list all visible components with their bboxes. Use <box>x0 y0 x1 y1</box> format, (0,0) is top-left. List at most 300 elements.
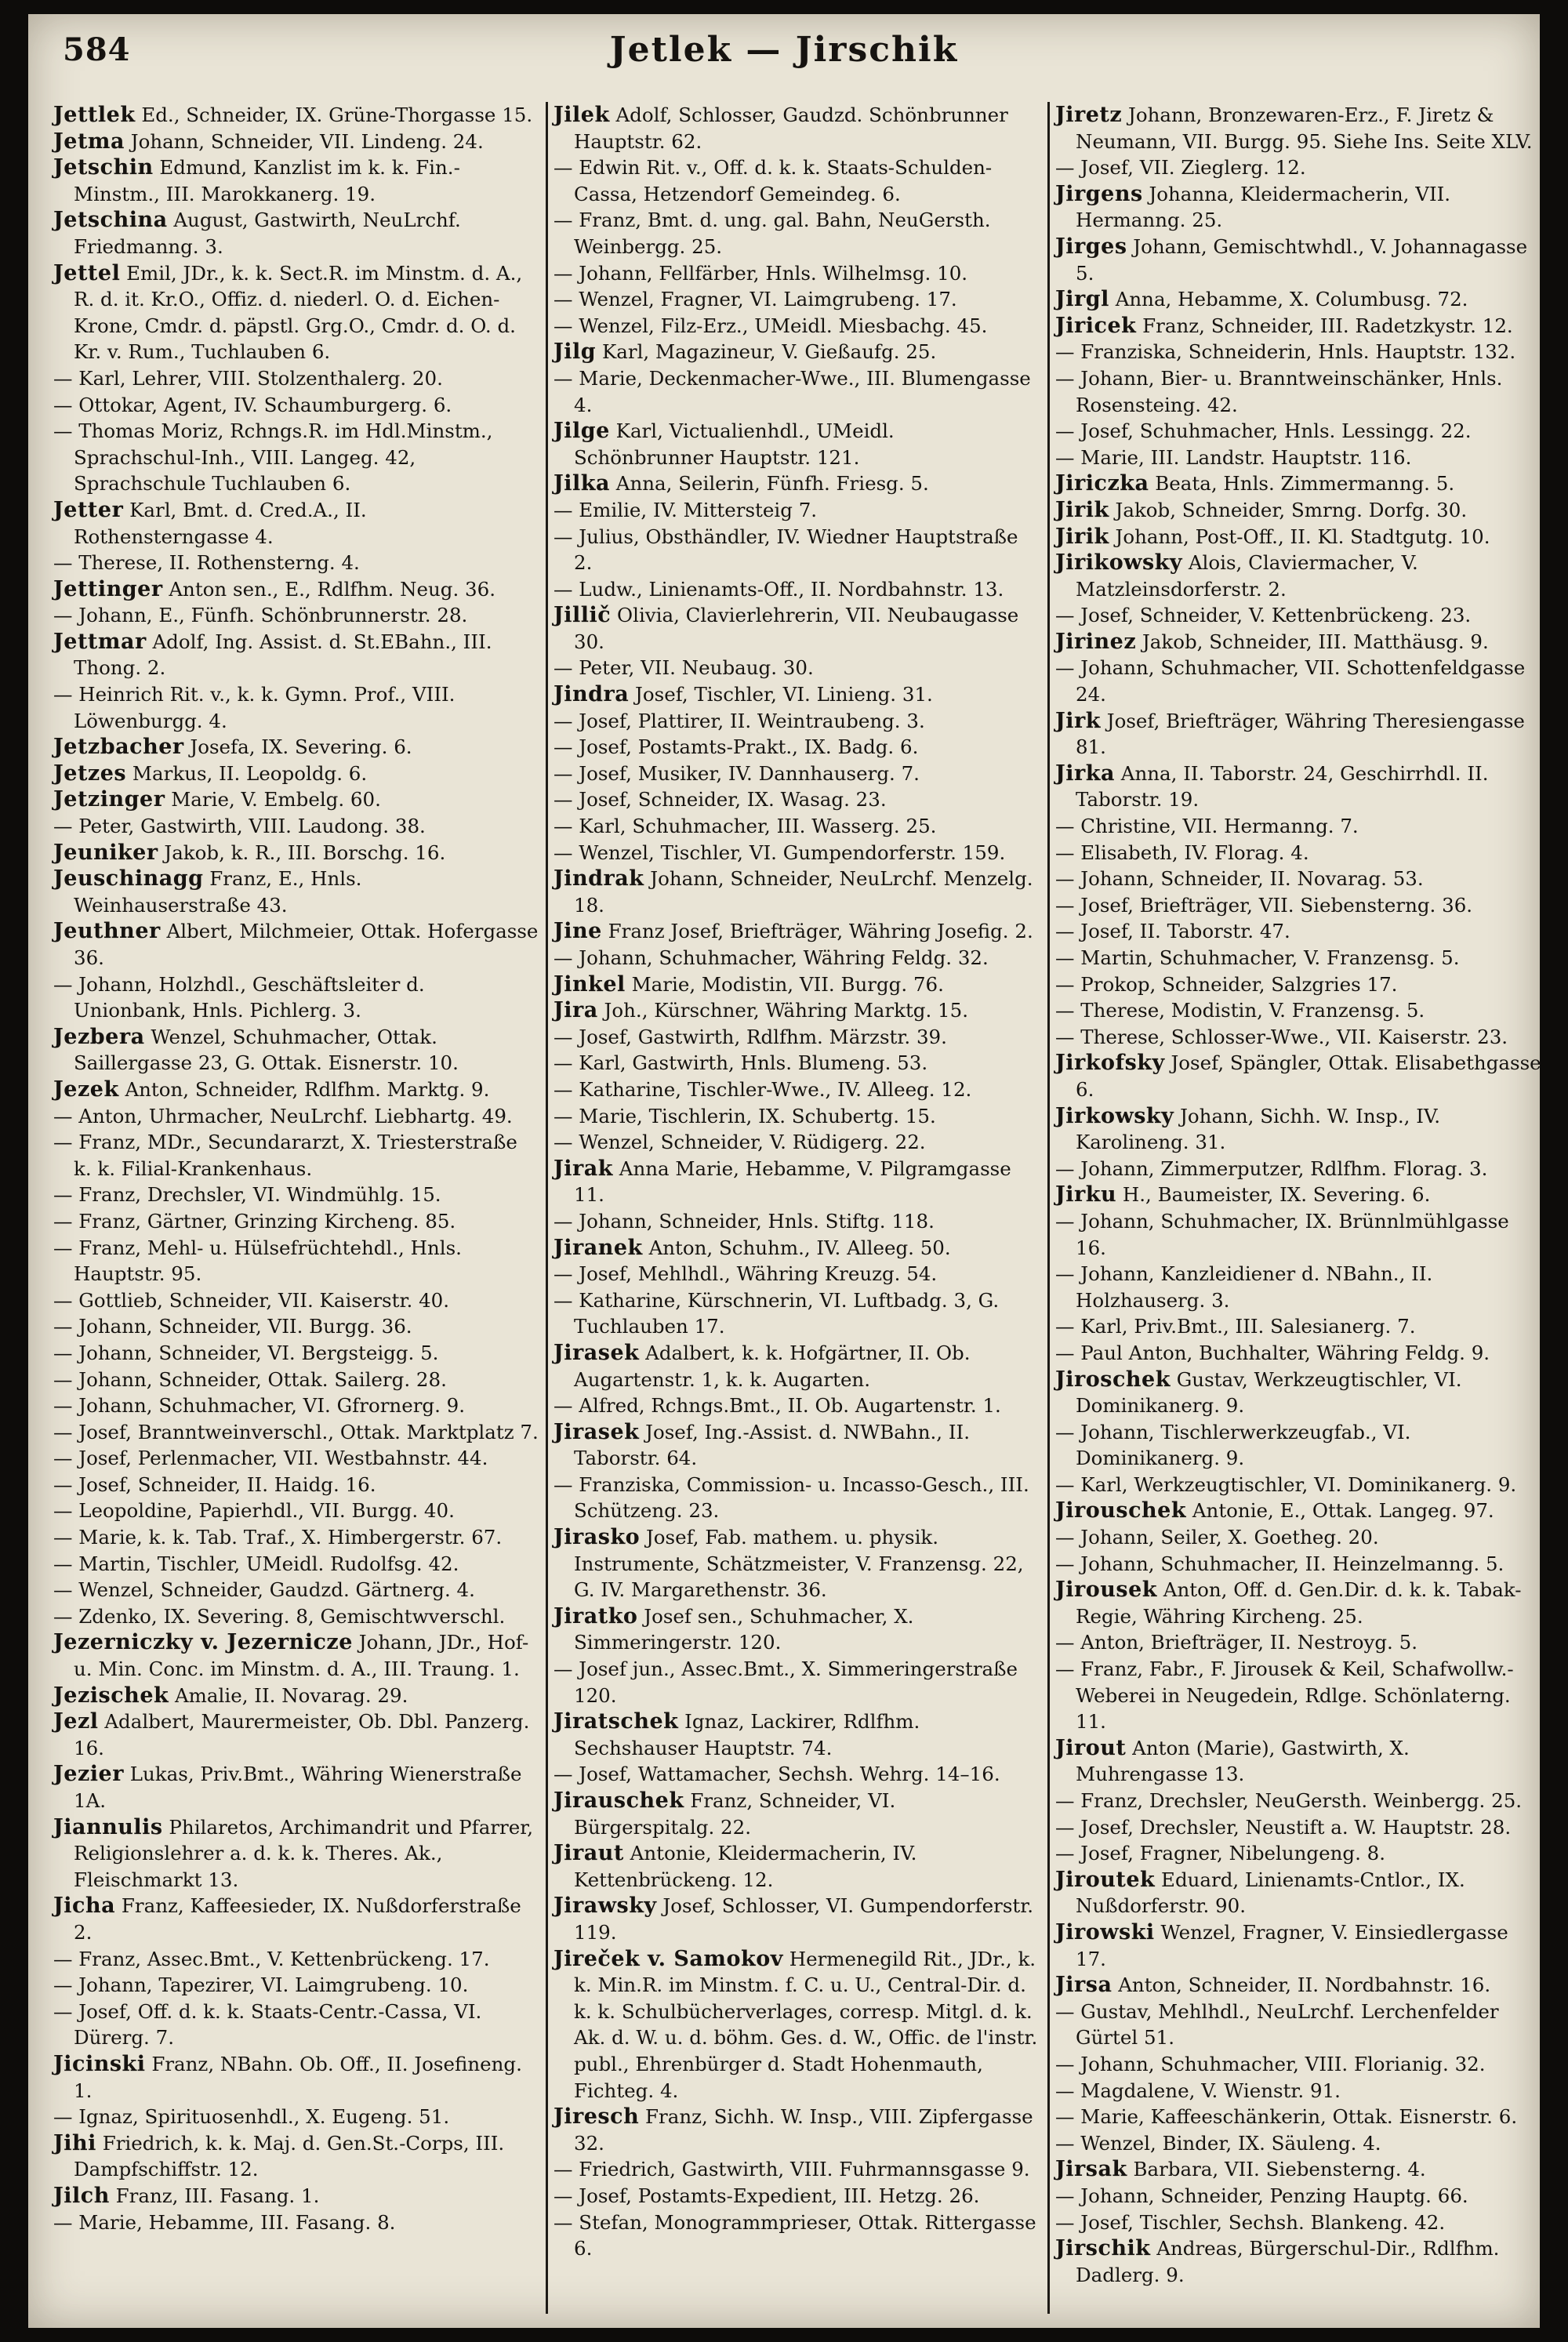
directory-entry <box>1055 1656 1541 1735</box>
directory-entry <box>554 313 1040 339</box>
entry-details: Franz, Schneider, VI. Bürgerspitalg. 22. <box>574 1789 902 1839</box>
entry-details: Friedrich, k. k. Maj. d. Gen.St.-Corps, III. Dampfschiffstr. 12. <box>74 2131 511 2181</box>
entry-details: — Katharine, Kürschnerin, VI. Luftbadg. 3, G. Tuchlauben 17. <box>554 1288 1005 1338</box>
directory-entry <box>53 1551 539 1578</box>
directory-entry <box>53 102 539 129</box>
directory-entry <box>554 286 1040 313</box>
entry-surname: Jirik <box>1055 524 1109 549</box>
entry-details: Karl, Victualienhdl., UMeidl. Schönbrunner Hauptstr. 121. <box>574 419 901 469</box>
entry-details: — Gustav, Mehlhdl., NeuLrchf. Lerchenfelder Gürtel 51. <box>1055 1999 1505 2050</box>
entry-details: — Josef, II. Taborstr. 47. <box>1055 920 1290 943</box>
directory-entry <box>1055 1182 1541 1208</box>
entry-surname: Jihi <box>53 2130 96 2155</box>
entry-details: — Emilie, IV. Mittersteig 7. <box>554 498 818 521</box>
directory-entry <box>1055 1735 1541 1788</box>
directory-entry <box>1055 1498 1541 1524</box>
directory-entry <box>1055 1999 1541 2051</box>
directory-entry <box>53 154 539 207</box>
directory-entry <box>1055 418 1541 445</box>
entry-details: — Paul Anton, Buchhalter, Währing Feldg. 9. <box>1055 1341 1490 1364</box>
entry-details: — Josef, Schuhmacher, Hnls. Lessingg. 22. <box>1055 419 1472 443</box>
directory-entry <box>53 1999 539 2051</box>
entry-surname: Jetzbacher <box>53 735 184 760</box>
directory-entry <box>53 1972 539 1999</box>
directory-entry <box>554 2156 1040 2183</box>
entry-details: — Franz, Drechsler, NeuGersth. Weinbergg. 25. <box>1055 1789 1523 1812</box>
directory-entry <box>53 2130 539 2183</box>
directory-entry <box>554 602 1040 655</box>
directory-entry <box>1055 154 1541 181</box>
directory-entry <box>1055 2235 1541 2288</box>
directory-entry <box>1055 1814 1541 1841</box>
directory-entry <box>53 207 539 260</box>
directory-entry <box>53 761 539 787</box>
entry-surname: Jirk <box>1055 708 1101 733</box>
directory-entry <box>53 1367 539 1393</box>
entry-surname: Jeuschinagg <box>53 866 204 891</box>
directory-entry <box>1055 497 1541 524</box>
entry-details: — Josef, Postamts-Prakt., IX. Badg. 6. <box>554 735 919 759</box>
directory-entry <box>53 1077 539 1103</box>
directory-entry <box>554 524 1040 576</box>
entry-details: — Wenzel, Fragner, VI. Laimgrubeng. 17. <box>554 288 957 311</box>
directory-entry <box>1055 181 1541 234</box>
directory-entry <box>1055 445 1541 471</box>
entry-surname: Jiresch <box>554 2104 640 2130</box>
directory-entry <box>554 1761 1040 1788</box>
entry-details: Josef, Fab. mathem. u. physik. Instrumente, Schätzmeister, V. Franzensg. 22, G. IV. Margarethenstr. 36. <box>574 1526 1030 1602</box>
entry-details: Jakob, k. R., III. Borschg. 16. <box>158 841 446 864</box>
entry-details: — Franz, Fabr., F. Jirousek & Keil, Schafwollw.-Weberei in Neugedein, Rdlge. Schönlaterng. 11. <box>1055 1658 1517 1734</box>
directory-entry <box>53 550 539 576</box>
entry-details: — Franz, Gärtner, Grinzing Kircheng. 85. <box>53 1209 456 1233</box>
entry-details: Andreas, Bürgerschul-Dir., Rdlfhm. Dadlerg. 9. <box>1076 2237 1506 2286</box>
entry-details: — Josef, Off. d. k. k. Staats-Centr.-Cassa, VI. Dürerg. 7. <box>53 1999 488 2050</box>
entry-details: Adolf, Schlosser, Gaudzd. Schönbrunner Hauptstr. 62. <box>574 103 1014 153</box>
directory-entry <box>53 497 539 550</box>
entry-surname: Jirauschek <box>554 1788 684 1813</box>
entry-details: Anton (Marie), Gastwirth, X. Muhrengasse 13. <box>1076 1736 1416 1786</box>
entry-details: Josef, Spängler, Ottak. Elisabethgasse 6. <box>1076 1051 1548 1101</box>
directory-entry <box>554 2209 1043 2262</box>
entry-details: Adolf, Ing. Assist. d. St.EBahn., III. Thong. 2. <box>74 630 499 680</box>
entry-details: — Johann, Schuhmacher, II. Heinzelmanng. 5. <box>1055 1552 1504 1575</box>
entry-details: — Franz, Assec.Bmt., V. Kettenbrückeng. 17. <box>53 1947 490 1970</box>
directory-entry <box>53 1287 539 1314</box>
entry-surname: Jezbera <box>53 1024 145 1049</box>
entry-surname: Jicha <box>53 1894 116 1919</box>
entry-details: — Johann, Schneider, Ottak. Sailerg. 28. <box>53 1367 447 1391</box>
directory-entry <box>53 786 539 813</box>
directory-entry <box>53 576 539 603</box>
entry-surname: Jirgl <box>1055 287 1109 312</box>
directory-entry <box>1055 1367 1541 1419</box>
directory-entry <box>53 1024 539 1077</box>
directory-entry <box>53 1313 539 1340</box>
directory-entry <box>554 1050 1040 1077</box>
directory-entry <box>53 1472 539 1498</box>
directory-entry <box>53 2051 539 2104</box>
entry-surname: Jiroschek <box>1055 1367 1171 1392</box>
directory-entry <box>554 2104 1040 2156</box>
entry-details: — Johann, Schneider, VII. Burgg. 36. <box>53 1315 412 1338</box>
entry-details: Beata, Hnls. Zimmermanng. 5. <box>1149 472 1455 496</box>
directory-entry <box>1055 997 1541 1024</box>
entry-details: — Franziska, Commission- u. Incasso-Gesch., III. Schützeng. 23. <box>554 1472 1036 1523</box>
entry-details: — Prokop, Schneider, Salzgries 17. <box>1055 972 1398 996</box>
directory-entry <box>554 971 1040 998</box>
directory-entry <box>1055 2183 1541 2209</box>
entry-surname: Jilek <box>554 103 610 127</box>
entry-details: — Johann, Schneider, Penzing Hauptg. 66. <box>1055 2184 1468 2207</box>
directory-entry <box>53 918 545 971</box>
entry-details: — Josef, Schneider, II. Haidg. 16. <box>53 1472 376 1496</box>
entry-details: — Josef, Plattirer, II. Weintraubeng. 3. <box>554 709 925 732</box>
entry-surname: Jireček v. Samokov <box>554 1946 783 1971</box>
directory-entry <box>53 840 539 866</box>
directory-entry <box>554 1419 1040 1472</box>
directory-entry <box>1055 1629 1541 1656</box>
directory-entry <box>554 2183 1040 2209</box>
entry-details: Franz, Schneider, III. Radetzkystr. 12. <box>1136 314 1513 337</box>
entry-details: — Johann, Schuhmacher, IX. Brünnlmühlgasse 16. <box>1055 1209 1515 1259</box>
entry-surname: Jetschin <box>53 155 154 180</box>
entry-details: — Johann, Schuhmacher, VII. Schottenfeldgasse 24. <box>1055 656 1532 706</box>
entry-surname: Jilka <box>554 471 610 496</box>
directory-entry <box>1055 2104 1541 2130</box>
entry-details: Josef sen., Schuhmacher, X. Simmeringerstr. 120. <box>574 1604 920 1654</box>
directory-entry <box>53 260 539 365</box>
entry-details: Wenzel, Schuhmacher, Ottak. Saillergasse 23, G. Ottak. Eisnerstr. 10. <box>74 1025 459 1075</box>
directory-entry <box>53 1419 539 1446</box>
entry-details: — Martin, Schuhmacher, V. Franzensg. 5. <box>1055 946 1460 969</box>
entry-surname: Jirku <box>1055 1182 1117 1207</box>
directory-entry <box>554 1156 1040 1208</box>
directory-entry <box>554 102 1040 154</box>
directory-entry <box>554 1103 1040 1130</box>
directory-entry <box>1055 1103 1541 1156</box>
directory-entry <box>1055 1919 1541 1972</box>
directory-entry <box>53 2209 539 2236</box>
directory-entry <box>53 1235 539 1287</box>
entry-details: — Johann, Holzhdl., Geschäftsleiter d. Unionbank, Hnls. Pichlerg. 3. <box>53 972 431 1022</box>
entry-surname: Jirikowsky <box>1055 550 1183 576</box>
entry-details: — Anton, Briefträger, II. Nestroyg. 5. <box>1055 1631 1417 1654</box>
entry-details: — Josef, Briefträger, VII. Siebensterng. 36. <box>1055 893 1473 917</box>
entry-details: — Ignaz, Spirituosenhdl., X. Eugeng. 51. <box>53 2105 450 2129</box>
column-left <box>53 102 545 2314</box>
entry-details: — Leopoldine, Papierhdl., VII. Burgg. 40. <box>53 1499 455 1523</box>
directory-entry <box>53 1629 539 1682</box>
entry-details: Amalie, II. Novarag. 29. <box>169 1683 408 1707</box>
entry-details: — Karl, Werkzeugtischler, VI. Dominikanerg. 9. <box>1055 1472 1517 1496</box>
entry-details: Franz, NBahn. Ob. Off., II. Josefineng. 1. <box>74 2052 528 2102</box>
entry-surname: Jirkowsky <box>1055 1103 1174 1128</box>
entry-details: — Therese, Schlosser-Wwe., VII. Kaiserstr. 23. <box>1055 1025 1508 1048</box>
directory-entry <box>1055 339 1541 365</box>
entry-details: Jakob, Schneider, III. Matthäusg. 9. <box>1136 630 1489 653</box>
entry-surname: Jirka <box>1055 761 1115 786</box>
entry-details: — Heinrich Rit. v., k. k. Gymn. Prof., VIII. Löwenburgg. 4. <box>53 683 462 732</box>
directory-entry <box>1055 1577 1541 1629</box>
entry-details: — Wenzel, Schneider, Gaudzd. Gärtnerg. 4. <box>53 1578 475 1602</box>
directory-entry <box>554 681 1040 708</box>
entry-details: — Magdalene, V. Wienstr. 91. <box>1055 2079 1341 2102</box>
entry-details: — Wenzel, Tischler, VI. Gumpendorferstr. 159. <box>554 841 1006 864</box>
directory-entry <box>554 1235 1040 1262</box>
entry-details: — Josef, Branntweinverschl., Ottak. Marktplatz 7. <box>53 1420 539 1443</box>
entry-details: Josef, Tischler, VI. Linieng. 31. <box>629 683 933 706</box>
entry-surname: Jettmar <box>53 629 147 654</box>
entry-details: Anton, Schuhm., IV. Alleeg. 50. <box>642 1236 951 1259</box>
entry-surname: Jirout <box>1055 1735 1127 1760</box>
entry-details: Anton, Schneider, II. Nordbahnstr. 16. <box>1112 1973 1491 1997</box>
directory-entry <box>554 1656 1040 1708</box>
column-divider <box>1047 102 1050 2314</box>
entry-surname: Jiannulis <box>53 1814 163 1839</box>
entry-details: — Josef, Gastwirth, Rdlfhm. Märzstr. 39. <box>554 1025 947 1048</box>
entry-details: Jakob, Schneider, Smrng. Dorfg. 30. <box>1109 498 1468 521</box>
directory-entry <box>554 497 1040 524</box>
directory-entry <box>554 365 1040 418</box>
directory-entry <box>554 1024 1040 1051</box>
entry-details: — Therese, II. Rothensterng. 4. <box>53 551 360 575</box>
directory-entry <box>53 365 539 392</box>
entry-surname: Jirkofsky <box>1055 1051 1165 1076</box>
directory-entry <box>53 1208 539 1235</box>
entry-surname: Jindrak <box>554 866 644 891</box>
directory-entry <box>53 129 539 155</box>
entry-details: — Franziska, Schneiderin, Hnls. Hauptstr. 132. <box>1055 340 1516 364</box>
entry-surname: Jettlek <box>53 103 136 127</box>
entry-details: Ed., Schneider, IX. Grüne-Thorgasse 15. <box>135 103 533 126</box>
directory-entry <box>1055 1524 1541 1551</box>
directory-entry <box>53 1708 539 1761</box>
directory-entry <box>1055 1840 1541 1867</box>
directory-entry <box>53 1683 539 1709</box>
entry-details: — Johann, Schuhmacher, VIII. Florianig. 32. <box>1055 2052 1486 2075</box>
entry-details: — Josef, Tischler, Sechsh. Blankeng. 42. <box>1055 2210 1446 2234</box>
directory-entry <box>1055 1788 1541 1814</box>
entry-details: Josef, Schlosser, VI. Gumpendorferstr. 119. <box>574 1894 1040 1944</box>
directory-entry <box>1055 1472 1541 1498</box>
directory-page <box>28 14 1548 2328</box>
directory-entry <box>554 260 1040 287</box>
entry-details: — Josef, Postamts-Expedient, III. Hetzg. 26. <box>554 2184 980 2207</box>
entry-details: — Marie, Deckenmacher-Wwe., III. Blumengasse 4. <box>554 366 1037 416</box>
directory-entry <box>554 1708 1040 1761</box>
entry-surname: Jirasko <box>554 1525 641 1550</box>
entry-details: Wenzel, Fragner, V. Einsiedlergasse 17. <box>1076 1920 1515 1970</box>
directory-entry <box>53 2104 539 2130</box>
directory-entry <box>554 840 1040 866</box>
entry-details: — Therese, Modistin, V. Franzensg. 5. <box>1055 999 1425 1022</box>
entry-surname: Jiretz <box>1055 103 1123 127</box>
directory-entry <box>53 392 539 419</box>
entry-details: Johann, Schneider, VII. Lindeng. 24. <box>125 129 484 153</box>
entry-details: — Julius, Obsthändler, IV. Wiedner Hauptstraße 2. <box>554 525 1025 575</box>
entry-surname: Jiroutek <box>1055 1867 1156 1892</box>
directory-entry <box>53 1577 539 1603</box>
directory-entry <box>53 866 539 918</box>
entry-surname: Jirgens <box>1055 181 1143 206</box>
entry-surname: Jetter <box>53 497 124 522</box>
directory-entry <box>53 1392 539 1419</box>
directory-entry <box>554 470 1040 497</box>
entry-details: — Johann, Kanzleidiener d. NBahn., II. Holzhauserg. 3. <box>1055 1262 1439 1312</box>
directory-entry <box>53 1893 539 1945</box>
directory-entry <box>1055 840 1541 866</box>
entry-surname: Jirsa <box>1055 1973 1112 1998</box>
directory-entry <box>53 602 539 629</box>
entry-surname: Jetma <box>53 129 125 154</box>
entry-surname: Jirouschek <box>1055 1498 1187 1523</box>
directory-entry <box>53 1761 539 1814</box>
entry-details: — Johann, Schuhmacher, VI. Gfrornerg. 9. <box>53 1394 466 1418</box>
entry-details: Antonie, E., Ottak. Langeg. 97. <box>1186 1499 1494 1523</box>
entry-details: — Marie, k. k. Tab. Traf., X. Himbergerstr. 67. <box>53 1526 503 1549</box>
entry-details: Emil, JDr., k. k. Sect.R. im Minstm. d. A., R. d. it. Kr.O., Offiz. d. niederl. O. d. Eichen-Krone, Cmdr. d. päpstl. Grg.O., Cmdr. d. O. d. Kr. v. Rum., Tuchlauben 6. <box>74 261 528 364</box>
entry-details: Anna, Seilerin, Fünfh. Friesg. 5. <box>610 472 929 496</box>
directory-entry <box>1055 1419 1541 1472</box>
directory-entry <box>1055 2156 1541 2183</box>
directory-entry <box>1055 1261 1541 1313</box>
directory-entry <box>1055 761 1541 813</box>
directory-entry <box>1055 470 1541 497</box>
entry-details: — Alfred, Rchngs.Bmt., II. Ob. Augartenstr. 1. <box>554 1394 1001 1418</box>
directory-entry <box>1055 708 1541 761</box>
entry-surname: Jilge <box>554 419 610 444</box>
entry-details: — Johann, Schneider, Hnls. Stiftg. 118. <box>554 1209 935 1233</box>
entry-details: Franz, E., Hnls. Weinhauserstraße 43. <box>74 867 368 917</box>
directory-columns <box>44 102 1548 2314</box>
directory-entry <box>554 786 1040 813</box>
directory-entry <box>1055 971 1541 998</box>
entry-details: — Josef, Schneider, V. Kettenbrückeng. 23. <box>1055 604 1472 627</box>
entry-details: — Wenzel, Schneider, V. Rüdigerg. 22. <box>554 1131 926 1154</box>
directory-entry <box>554 1340 1040 1392</box>
entry-details: — Peter, Gastwirth, VIII. Laudong. 38. <box>53 815 426 838</box>
entry-details: Franz Josef, Briefträger, Währing Josefig. 2. <box>601 920 1033 943</box>
entry-details: — Martin, Tischler, UMeidl. Rudolfsg. 42. <box>53 1552 459 1575</box>
entry-details: — Karl, Priv.Bmt., III. Salesianerg. 7. <box>1055 1315 1416 1338</box>
column-middle <box>554 102 1044 2314</box>
directory-entry <box>554 1287 1040 1340</box>
entry-details: Karl, Magazineur, V. Gießaufg. 25. <box>596 340 937 364</box>
entry-details: — Franz, Bmt. d. ung. gal. Bahn, NeuGersth. Weinbergg. 25. <box>554 209 997 258</box>
entry-surname: Jirasek <box>554 1419 640 1444</box>
entry-surname: Jirik <box>1055 497 1109 522</box>
entry-surname: Jirinez <box>1055 629 1137 654</box>
entry-details: — Gottlieb, Schneider, VII. Kaiserstr. 40. <box>53 1288 450 1312</box>
entry-details: Johann, Bronzewaren-Erz., F. Jiretz & Neumann, VII. Burgg. 95. Siehe Ins. Seite XLV. <box>1076 103 1533 153</box>
entry-surname: Jira <box>554 998 598 1023</box>
entry-details: — Josef, Drechsler, Neustift a. W. Hauptstr. 28. <box>1055 1815 1512 1839</box>
entry-details: Josefa, IX. Severing. 6. <box>183 735 412 759</box>
entry-surname: Jezl <box>53 1709 99 1734</box>
directory-entry <box>554 945 1040 971</box>
entry-details: — Josef, Wattamacher, Sechsh. Wehrg. 14–16. <box>554 1763 1000 1786</box>
running-title: Jetlek — Jirschik <box>609 30 959 70</box>
entry-details: Franz, Sichh. W. Insp., VIII. Zipfergasse 32. <box>574 2105 1040 2155</box>
directory-entry <box>1055 813 1541 840</box>
entry-details: Karl, Bmt. d. Cred.A., II. Rothensterngasse 4. <box>74 498 373 548</box>
entry-surname: Jindra <box>554 682 630 707</box>
entry-details: Barbara, VII. Siebensterng. 4. <box>1127 2158 1426 2181</box>
directory-entry <box>53 681 539 734</box>
entry-details: Anna, II. Taborstr. 24, Geschirrhdl. II. Taborstr. 19. <box>1076 761 1495 812</box>
directory-entry <box>1055 602 1541 629</box>
entry-details: — Johann, Tischlerwerkzeugfab., VI. Dominikanerg. 9. <box>1055 1420 1417 1470</box>
entry-surname: Jirak <box>554 1156 613 1181</box>
entry-details: — Johann, Seiler, X. Goetheg. 20. <box>1055 1526 1379 1549</box>
entry-surname: Jetzinger <box>53 787 165 812</box>
entry-details: Johann, Gemischtwhdl., V. Johannagasse 5. <box>1076 234 1534 285</box>
directory-entry <box>1055 2078 1541 2104</box>
directory-entry <box>53 1814 539 1894</box>
directory-entry <box>1055 2130 1541 2157</box>
entry-surname: Jirawsky <box>554 1894 657 1919</box>
entry-surname: Jirschik <box>1055 2236 1151 2261</box>
entry-surname: Jiratko <box>554 1603 638 1629</box>
entry-details: Eduard, Linienamts-Cntlor., IX. Nußdorferstr. 90. <box>1076 1868 1472 1918</box>
directory-entry <box>554 1077 1040 1103</box>
entry-details: Marie, V. Embelg. 60. <box>165 788 381 812</box>
entry-details: — Peter, VII. Neubaug. 30. <box>554 656 814 680</box>
directory-entry <box>53 971 539 1024</box>
directory-entry <box>1055 234 1541 286</box>
directory-entry <box>554 761 1040 787</box>
directory-entry <box>1055 102 1541 154</box>
directory-entry <box>1055 1050 1548 1102</box>
directory-entry <box>53 734 539 761</box>
directory-entry <box>53 1524 539 1551</box>
directory-entry <box>1055 1972 1541 1999</box>
entry-details: Philaretos, Archimandrit und Pfarrer, Religionslehrer a. d. k. k. Theres. Ak., Fleischmarkt 13. <box>74 1815 539 1891</box>
directory-entry <box>554 154 1040 207</box>
entry-details: — Josef, Fragner, Nibelungeng. 8. <box>1055 1842 1386 1865</box>
entry-details: Lukas, Priv.Bmt., Währing Wienerstraße 1A. <box>74 1763 528 1812</box>
entry-surname: Jettinger <box>53 576 163 601</box>
entry-details: — Marie, Hebamme, III. Fasang. 8. <box>53 2210 396 2234</box>
entry-surname: Jezek <box>53 1077 119 1102</box>
directory-entry <box>554 1392 1040 1419</box>
entry-surname: Jicinski <box>53 2051 146 2076</box>
entry-details: — Stefan, Monogrammprieser, Ottak. Rittergasse 6. <box>554 2210 1043 2260</box>
directory-entry <box>1055 524 1541 550</box>
entry-surname: Jillič <box>554 603 612 628</box>
column-right <box>1055 102 1548 2314</box>
entry-details: — Marie, Tischlerin, IX. Schubertg. 15. <box>554 1104 936 1127</box>
entry-details: — Johann, Tapezirer, VI. Laimgrubeng. 10. <box>53 1973 469 1997</box>
directory-entry <box>1055 2051 1541 2078</box>
directory-entry <box>554 1840 1040 1893</box>
entry-details: Josef, Ing.-Assist. d. NWBahn., II. Taborstr. 64. <box>574 1420 976 1470</box>
directory-entry <box>554 1893 1040 1945</box>
entry-details: — Wenzel, Filz-Erz., UMeidl. Miesbachg. 45. <box>554 314 988 337</box>
entry-details: — Johann, Schneider, VI. Bergsteigg. 5. <box>53 1341 439 1364</box>
directory-entry <box>554 997 1040 1024</box>
directory-entry <box>1055 1156 1541 1182</box>
directory-entry <box>1055 1551 1541 1578</box>
entry-details: — Marie, Kaffeeschänkerin, Ottak. Eisnerstr. 6. <box>1055 2105 1518 2129</box>
entry-surname: Jezerniczky v. Jezernicze <box>53 1630 353 1655</box>
entry-details: — Zdenko, IX. Severing. 8, Gemischtwverschl. <box>53 1604 506 1628</box>
entry-details: — Ludw., Linienamts-Off., II. Nordbahnstr. 13. <box>554 577 1004 601</box>
entry-details: Markus, II. Leopoldg. 6. <box>126 761 368 785</box>
directory-entry <box>1055 550 1541 602</box>
entry-details: — Marie, III. Landstr. Hauptstr. 116. <box>1055 445 1412 469</box>
